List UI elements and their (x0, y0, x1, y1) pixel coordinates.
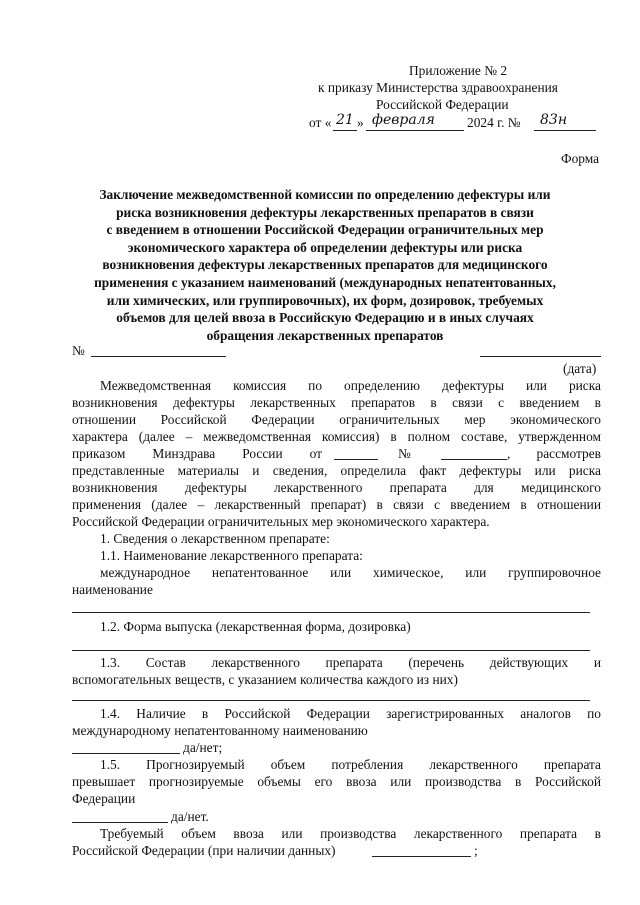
section-1-5-cont: превышает прогнозируемые объемы его ввоза или производства в Российской (72, 774, 601, 789)
order-month-underline (366, 130, 464, 131)
section-1-4-blank (72, 753, 180, 754)
section-1-5-yesno: да/нет. (171, 809, 209, 824)
order-date-close: » (357, 115, 364, 130)
order-ref-text: приказом Минздрава России от (72, 446, 322, 461)
order-date-prefix: от « (309, 115, 332, 130)
number-sign: № (72, 343, 85, 358)
order-date-blank (334, 459, 378, 460)
required-volume-cont: Российской Федерации (при наличии данных) (72, 843, 336, 858)
section-1-1-blank (72, 612, 590, 613)
body-line: отношении Российской Федерации ограничительных мер экономического (72, 412, 601, 427)
order-number-handwritten: 83н (540, 112, 568, 128)
section-1-1: 1.1. Наименование лекарственного препарата: (100, 548, 363, 563)
section-1-4-yesno: да/нет; (183, 740, 223, 755)
required-volume-blank (372, 856, 471, 857)
section-1-4-cont: международному непатентованному наименованию (72, 723, 368, 738)
body-line: применения (далее – лекарственный препарат) в связи с введением в отношении (72, 497, 601, 512)
title-line: с введением в отношении Российской Федерации ограничительных мер (106, 222, 544, 238)
title-line: риска возникновения дефектуры лекарственных препаратов в связи (116, 204, 534, 220)
body-line: Межведомственная комиссия по определению дефектуры или риска (100, 378, 601, 393)
order-ref-end: , рассмотрев (507, 446, 601, 461)
title-line: Заключение межведомственной комиссии по определению дефектуры или (99, 187, 551, 202)
title-line: объемов для целей ввоза в Российскую Федерацию и в иных случаях (116, 310, 534, 326)
body-line: возникновения дефектуры лекарственных препаратов в связи с введением в (72, 395, 601, 410)
order-number-underline (534, 130, 596, 131)
body-line: Российской Федерации ограничительных мер экономического характера. (72, 514, 490, 529)
title-line: экономического характера об определении дефектуры или риска (127, 239, 523, 255)
document-title (60, 186, 590, 344)
body-line: представленные материалы и сведения, определила факт дефектуры или риска (72, 463, 601, 478)
order-month-handwritten: февраля (372, 112, 435, 128)
title-line: возникновения дефектуры лекарственных препаратов для медицинского (102, 257, 548, 273)
number-blank (91, 356, 226, 357)
section-1-2: 1.2. Форма выпуска (лекарственная форма, дозировка) (100, 619, 411, 634)
title-line: или химических, или группировочных), их форм, дозировок, требуемых (106, 292, 544, 308)
form-label: Форма (561, 151, 600, 166)
order-day-handwritten: 21 (336, 112, 354, 128)
ministry-country: Российской Федерации (376, 97, 509, 112)
section-1-1-text-end: наименование (72, 582, 153, 597)
section-1-3-end: вспомогательных веществ, с указанием количества каждого из них) (72, 672, 458, 687)
section-1-5-blank (72, 822, 168, 823)
section-1-1-text: международное непатентованное или химическое, или группировочное (100, 565, 601, 580)
order-reference: к приказу Министерства здравоохранения (318, 80, 558, 95)
required-volume-end: ; (474, 843, 478, 858)
title-line: обращения лекарственных препаратов (206, 327, 444, 343)
order-year-number-label: 2024 г. № (467, 115, 521, 130)
appendix-number: Приложение № 2 (409, 63, 508, 78)
section-1-2-blank (72, 650, 590, 651)
body-line: возникновения дефектуры лекарственного препарата для медицинского (72, 480, 601, 495)
section-1-5: 1.5. Прогнозируемый объем потребления лекарственного препарата (100, 757, 601, 772)
order-number-sign: № (398, 446, 411, 461)
order-number-blank (441, 459, 507, 460)
section-1-heading: 1. Сведения о лекарственном препарате: (100, 531, 330, 546)
date-label: (дата) (563, 361, 597, 376)
body-line: характера (далее – межведомственная комиссия) в полном составе, утвержденном (72, 429, 601, 444)
section-1-3-blank (72, 700, 590, 701)
required-volume: Требуемый объем ввоза или производства лекарственного препарата в (100, 826, 601, 841)
section-1-3: 1.3. Состав лекарственного препарата (перечень действующих и (100, 655, 601, 670)
order-day-underline (333, 130, 357, 131)
date-blank (480, 356, 601, 357)
section-1-4: 1.4. Наличие в Российской Федерации зарегистрированных аналогов по (100, 706, 601, 721)
title-line: применения с указанием наименований (международных непатентованных, (94, 274, 556, 290)
section-1-5-cont2: Федерации (72, 791, 136, 806)
